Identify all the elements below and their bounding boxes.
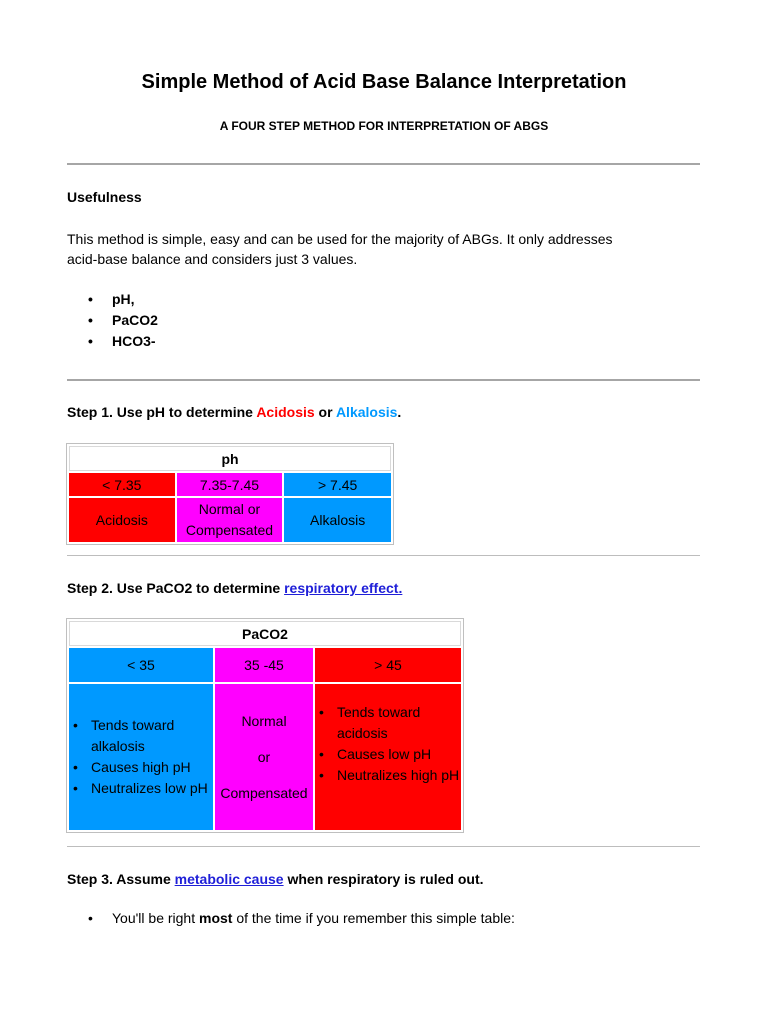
step3-text: when respiratory is ruled out. [283,871,484,887]
bullet-text: of the time if you remember this simple table: [232,910,515,926]
page-subtitle: A FOUR STEP METHOD FOR INTERPRETATION OF ABGS [219,119,549,133]
step2-text: Step 2. Use PaCO2 to determine [67,580,285,596]
acidosis-label: Acidosis [256,404,315,420]
paco2-range-low: < 35 [69,648,213,682]
list-item: • Causes high pH [91,757,213,778]
divider [67,163,700,165]
metabolic-cause-link[interactable]: metabolic cause [174,871,284,887]
alkalosis-label: Alkalosis [335,404,398,420]
list-item: • Causes low pH [337,744,461,765]
usefulness-heading: Usefulness [67,189,142,205]
divider [67,846,700,847]
list-item: • Tends toward acidosis [337,702,461,744]
ph-result-normal: Normal or Compensated [177,498,283,542]
step3-heading [67,871,484,887]
page-title: Simple Method of Acid Base Balance Interpretation [141,71,627,93]
step1-heading [67,404,401,420]
paco2-low-effects [69,684,213,830]
bullet-text: You'll be right [112,910,199,926]
respiratory-effect-link[interactable]: respiratory effect. [284,580,403,596]
divider [67,379,700,381]
usefulness-line: This method is simple, easy and can be used for the majority of ABGs. It only addresses [67,231,613,247]
paco2-range-high: > 45 [315,648,461,682]
values-list [88,289,158,352]
ph-range-low: < 7.35 [69,473,175,496]
divider [67,555,700,556]
paco2-normal-line: Compensated [220,785,308,801]
paco2-range-normal: 35 -45 [215,648,313,682]
list-item: • Tends toward alkalosis [91,715,213,757]
ph-table [66,443,394,545]
list-item: • PaCO2 [88,310,158,331]
paco2-high-effects [315,684,461,830]
ph-result-alkalosis: Alkalosis [284,498,391,542]
list-item: • pH, [88,289,158,310]
step3-bullet [88,910,515,926]
ph-range-normal: 7.35-7.45 [177,473,283,496]
list-item: • Neutralizes high pH [337,765,461,786]
ph-range-high: > 7.45 [284,473,391,496]
paco2-normal-line: Normal [241,713,287,729]
usefulness-text [67,229,697,269]
list-item: • HCO3- [88,331,158,352]
paco2-table-header: PaCO2 [69,621,461,646]
list-item: • Neutralizes low pH [91,778,213,799]
step2-heading [67,580,402,596]
paco2-normal-line: or [257,749,271,765]
step1-text: . [397,404,402,420]
bullet-emphasis: most [199,910,233,926]
ph-result-acidosis: Acidosis [69,498,175,542]
step1-text: or [314,404,336,420]
paco2-table [66,618,464,833]
usefulness-line: acid-base balance and considers just 3 values. [67,251,358,267]
paco2-normal-cell [215,684,313,830]
step3-text: Step 3. Assume [67,871,175,887]
step1-text: Step 1. Use pH to determine [67,404,257,420]
ph-table-header: ph [69,446,391,471]
